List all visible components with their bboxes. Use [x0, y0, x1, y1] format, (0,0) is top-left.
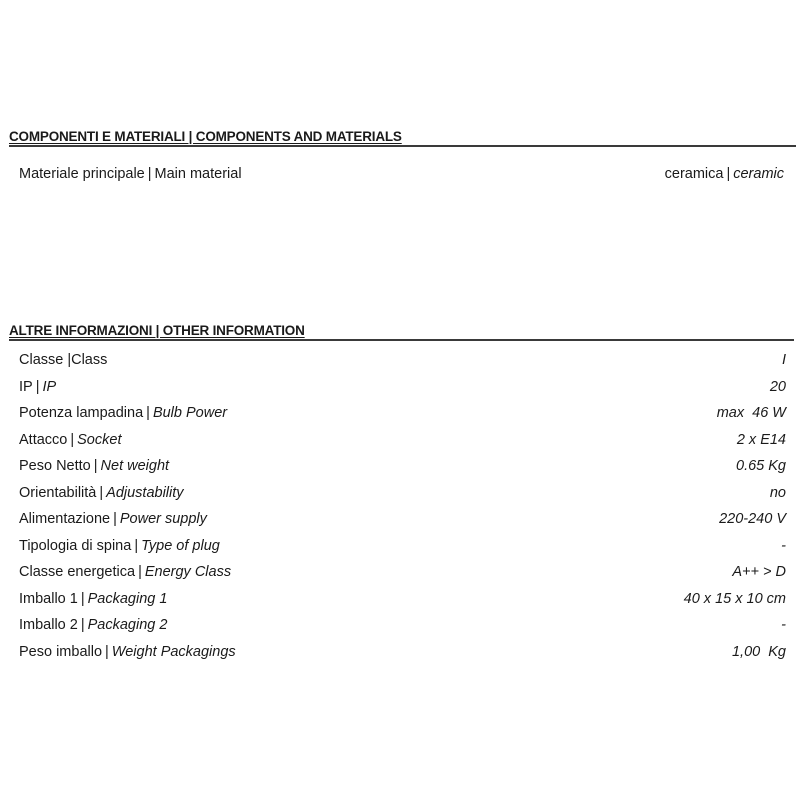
spec-label-it: Imballo 1	[19, 590, 78, 607]
spec-value: -	[781, 537, 786, 554]
spec-row-class	[9, 347, 794, 374]
spec-row-main-material	[9, 161, 796, 188]
spec-label-en: Type of plug	[141, 537, 220, 554]
spec-label-it: Classe energetica	[19, 564, 136, 580]
spec-label-en: Main material	[154, 166, 242, 182]
spec-label-it: Attacco	[19, 431, 68, 448]
spec-label-it: Peso Netto	[19, 458, 91, 474]
separator: |	[138, 564, 142, 580]
spec-value: 40 x 15 x 10 cm	[683, 590, 786, 607]
separator: |	[146, 405, 150, 421]
spec-label	[19, 559, 231, 586]
spec-label-en: Weight Packagings	[111, 643, 236, 660]
spec-label-it: IP	[19, 378, 33, 395]
spec-label	[19, 533, 220, 560]
spec-label-en: Socket	[77, 431, 122, 448]
spec-label	[19, 374, 56, 401]
spec-value: -	[781, 617, 786, 633]
spec-value: 220-240 V	[719, 511, 786, 527]
spec-label	[19, 453, 169, 480]
other-info-list	[9, 347, 794, 665]
components-section-title: COMPONENTI E MATERIALI | COMPONENTS AND MATERIALS	[9, 129, 402, 144]
spec-row-socket	[9, 427, 794, 454]
spec-label-it: Orientabilità	[19, 484, 97, 501]
spec-label-en: Bulb Power	[152, 405, 228, 421]
separator: |	[105, 643, 109, 660]
spec-label-en: IP	[42, 378, 57, 395]
separator: |	[726, 166, 731, 182]
spec-label	[19, 480, 184, 507]
separator: |	[147, 166, 152, 182]
separator: |	[99, 484, 104, 501]
spec-label-en: Energy Class	[144, 564, 232, 580]
spec-row-plug-type	[9, 533, 794, 560]
spec-label-en: Power supply	[119, 511, 207, 527]
spec-label	[19, 639, 236, 666]
spec-label	[19, 400, 227, 427]
components-list	[9, 161, 796, 188]
spec-label-en: Packaging 1	[87, 590, 168, 607]
spec-label	[19, 612, 167, 639]
spec-value: 2 x E14	[736, 431, 786, 448]
spec-label: Classe |Class	[19, 352, 108, 368]
separator: |	[80, 617, 85, 633]
spec-row-packaging-2	[9, 612, 794, 639]
separator: |	[113, 511, 117, 527]
separator: |	[134, 537, 139, 554]
spec-label	[19, 586, 167, 613]
spec-row-bulb-power	[9, 400, 794, 427]
spec-value: 1,00 Kg	[731, 643, 786, 660]
spec-label-it: Imballo 2	[19, 617, 78, 633]
spec-label-it: Tipologia di spina	[19, 537, 132, 554]
spec-label-it: Peso imballo	[19, 643, 103, 660]
spec-value: I	[781, 352, 786, 368]
spec-value: 20	[769, 378, 786, 395]
spec-value-it: ceramica	[664, 166, 724, 182]
spec-row-energy-class	[9, 559, 794, 586]
separator: |	[70, 431, 75, 448]
spec-label-it: Materiale principale	[19, 166, 145, 182]
spec-value-en: ceramic	[733, 166, 784, 182]
spec-label	[19, 161, 242, 188]
separator: |	[80, 590, 85, 607]
spec-label-en: Adjustability	[106, 484, 184, 501]
spec-label-it: Alimentazione	[19, 511, 111, 527]
spec-label-it: Potenza lampadina	[19, 405, 144, 421]
spec-label-en: Packaging 2	[87, 617, 168, 633]
spec-row-net-weight	[9, 453, 794, 480]
spec-value: no	[769, 484, 786, 501]
spec-value: max 46 W	[716, 405, 786, 421]
spec-row-ip	[9, 374, 794, 401]
other-info-section-title: ALTRE INFORMAZIONI | OTHER INFORMATION	[9, 323, 305, 338]
spec-label-en: Net weight	[100, 458, 170, 474]
spec-value: A++ > D	[732, 564, 786, 580]
spec-row-power-supply	[9, 506, 794, 533]
spec-value	[665, 161, 784, 188]
separator: |	[35, 378, 40, 395]
spec-value: 0.65 Kg	[736, 458, 786, 474]
spec-row-adjustability	[9, 480, 794, 507]
other-info-section	[9, 322, 794, 665]
spec-row-packaging-1	[9, 586, 794, 613]
separator: |	[93, 458, 98, 474]
spec-label	[19, 427, 121, 454]
components-section	[9, 128, 796, 188]
spec-row-packaging-weight	[9, 639, 794, 666]
spec-label	[19, 506, 207, 533]
